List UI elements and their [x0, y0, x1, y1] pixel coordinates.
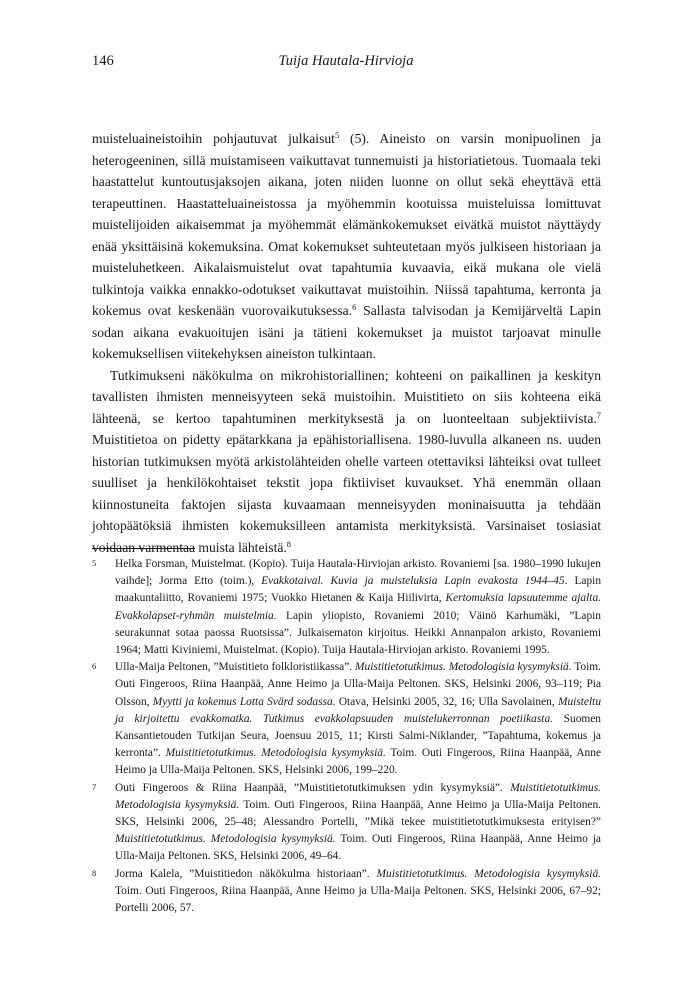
footnote-5: 5 Helka Forsman, Muistelmat. (Kopio). Tuija Hautala-Hirviojan arkisto. Rovaniemi [sa. 1980–1990 lukujen vaihde]; Jorma Etto (toim.), Evakkotaival. Kuvia ja muisteluksia Lapin evakosta 1944–45. Lapin maakuntaliitto, Rovaniemi 1975; Vuokko Hietanen & Kaija Hiilivirta, Kertomuksia lapsuutemme ajalta. Evakkolapset-ryhmän muistelmia. Lapin yliopisto, Rovaniemi 2010; Väinö Karhumäki, ”Lapin seurakunnat sotaa paossa Ruotsissa”. Julkaisematon kirjoitus. Heikki Annanpalon arkisto, Rovaniemi 1964; Matti Kiviniemi, Muistelmat. (Kopio). Tuija Hautala-Hirviojan arkisto. Rovaniemi 1995. — [92, 556, 601, 659]
page-number: 146 — [92, 53, 114, 69]
footnote-8: 8 Jorma Kalela, ”Muistitiedon näkökulma historiaan”. Muistitietotutkimus. Metodologisia kysymyksiä. Toim. Outi Fingeroos, Riina Haanpää, Anne Heimo ja Ulla-Maija Peltonen. SKS, Helsinki 2006, 67–92; Portelli 2006, 57. — [92, 866, 601, 918]
footnotes — [92, 556, 601, 917]
footnote-ref-5[interactable]: 5 — [334, 130, 340, 140]
paragraph-1: muisteluaineistoihin pohjautuvat julkaisut$^5$ (5). Aineisto on varsin monipuolinen ja heterogeeninen, sillä muistamiseen vaikuttavat tunnemuisti ja historiatietous. Tuomaala teki haastattelut kuntoutusjaksojen aikana, joten niiden luonne on ollut sekä eheyttävä että terapeuttinen. Haastatteluaineistossa ja myöhemmin kootuissa muisteluissa lomittuvat muistelijoiden aikaisemmat ja myöhemmät elämänkokemukset eivätkä muistot näyttäydy enää yksittäisinä kokemuksina. Omat kokemukset suhteutetaan myös julkiseen historiaan ja muisteluhetkeen. Aikalaismuistelut ovat tapahtumia kuvaavia, eikä mukana ole vielä tulkintoja vaikka ennakko-odotukset vaikuttavat muistoihin. Niissä tapahtuma, kerronta ja kokemus ovat keskenään vuorovaikutuksessa.$^6$ Sallasta talvisodan ja Kemijärveltä Lapin sodan aikana evakuoitujen isäni ja tätieni kokemukset ja muistot tarjoavat minulle kokemuksellisen viitekehyksen aineiston tulkintaan. — [92, 130, 601, 361]
footnote-number: 8 — [92, 867, 97, 878]
footnote-ref-7[interactable]: 7 — [596, 409, 601, 420]
footnote-6: 6 Ulla-Maija Peltonen, ”Muistitieto folkloristiikassa”. Muistitietotutkimus. Metodologisia kysymyksiä. Toim. Outi Fingeroos, Riina Haanpää, Anne Heimo ja Ulla-Maija Peltonen. SKS, Helsinki 2006, 93–119; Pia Olsson, Myytti ja kokemus Lotta Svärd sodassa. Otava, Helsinki 2005, 32, 16; Ulla Savolainen, Muisteltu ja kirjoitettu evakkomatka. Tutkimus evakkolapsuuden muistelukerronnan poetiikasta. Suomen Kansantietouden Tutkijan Seura, Joensuu 2015, 11; Kirsti Salmi-Niklander, ”Tapahtuma, kokemus ja kerronta”. Muistitietotutkimus. Metodologisia kysymyksiä. Toim. Outi Fingeroos, Riina Haanpää, Anne Heimo ja Ulla-Maija Peltonen. SKS, Helsinki 2006, 199–220. — [92, 659, 601, 779]
footnote-number: 5 — [92, 558, 97, 568]
footnote-number: 7 — [92, 781, 97, 792]
footnote-rule — [92, 548, 195, 549]
running-head: Tuija Hautala-Hirvioja — [278, 53, 414, 69]
footnote-ref-8[interactable]: 8 — [286, 538, 292, 549]
paragraph-2: Tutkimukseni näkökulma on mikrohistoriallinen; kohteeni on paikallinen ja keskityn tavallisten ihmisten menneisyyteen sekä muistoihin. Muistitieto on siis kohteena eikä lähteenä, se kertoo tapahtuminen merkityksestä ja on luonteeltaan subjektiivista.$^7$ Muistitietoa on pidetty epätarkkana ja epähistoriallisena. 1980-luvulla alkaneen ns. uuden historian tutkimuksen myötä arkistolähteiden ohelle varteen otettaviksi lähteiksi ovat tulleet suulliset ja henkilökohtaiset tekstit jopa fiktiiviset kuvaukset. Yhä enemmän ollaan kiinnostuneita faktojen sijasta kuvaamaan menneisyyden moninaisuutta ja tehdään johtopäätöksiä ihmisten kokemuksilleen antamista merkityksistä. Varsinaiset tosiasiat voidaan varmentaa muista lähteistä.$^8$ — [92, 367, 601, 555]
footnote-ref-6[interactable]: 6 — [352, 302, 357, 312]
footnote-number: 6 — [92, 661, 97, 672]
footnote-7: 7 Outi Fingeroos & Riina Haanpää, ”Muistitietotutkimuksen ydin kysymyksiä”. Muistitietotutkimus. Metodologisia kysymyksiä. Toim. Outi Fingeroos, Riina Haanpää, Anne Heimo ja Ulla-Maija Peltonen. SKS, Helsinki 2006, 25–48; Alessandro Portelli, ”Mikä tekee muistitietotutkimuksesta erityisen?” Muistitietotutkimus. Metodologisia kysymyksiä. Toim. Outi Fingeroos, Riina Haanpää, Anne Heimo ja Ulla-Maija Peltonen. SKS, Helsinki 2006, 49–64. — [92, 780, 601, 866]
body-text — [92, 128, 601, 558]
